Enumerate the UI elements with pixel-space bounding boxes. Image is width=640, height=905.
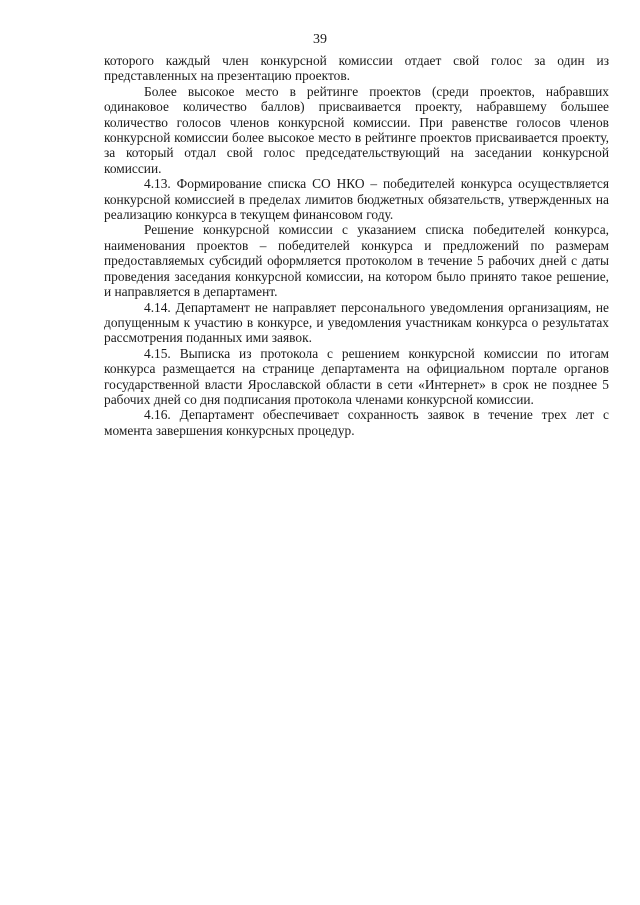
paragraph-4-14: 4.14. Департамент не направляет персонального уведомления организациям, не допущенным к участию в конкурсе, и уведомления участникам конкурса о результатах рассмотрения поданных ими заявок. [104, 299, 609, 346]
page-number: 39 [313, 32, 327, 47]
paragraph-4-13: 4.13. Формирование списка СО НКО – победителей конкурса осуществляется конкурсной комиссией в пределах лимитов бюджетных обязательств, утвержденных на реализацию конкурса в текущем финансовом году. [104, 176, 609, 223]
paragraph-continuation: которого каждый член конкурсной комиссии отдает свой голос за один из представленных на презентацию проектов. [104, 53, 609, 84]
paragraph-commission-decision: Решение конкурсной комиссии с указанием списка победителей конкурса, наименования проектов – победителей конкурса и предложений по размерам предоставляемых субсидий оформляется протоколом в течение 5 рабочих дней с даты проведения заседания конкурсной комиссии, на котором было принято такое решение, и направляется в департамент. [104, 222, 609, 300]
paragraph-rating-rule: Более высокое место в рейтинге проектов (среди проектов, набравших одинаковое количество баллов) присваивается проекту, набравшему большее количество голосов членов конкурсной комиссии. При равенстве голосов членов конкурсной комиссии более высокое место в рейтинге проектов присваивается проекту, за который отдал свой голос председательствующий на заседании конкурсной комиссии. [104, 83, 609, 176]
paragraph-4-15: 4.15. Выписка из протокола с решением конкурсной комиссии по итогам конкурса размещается на странице департамента на официальном портале органов государственной власти Ярославской области в сети «Интернет» в срок не позднее 5 рабочих дней со дня подписания протокола членами конкурсной комиссии. [104, 345, 609, 407]
document-body [104, 53, 609, 438]
paragraph-4-16: 4.16. Департамент обеспечивает сохранность заявок в течение трех лет с момента завершения конкурсных процедур. [104, 407, 609, 438]
